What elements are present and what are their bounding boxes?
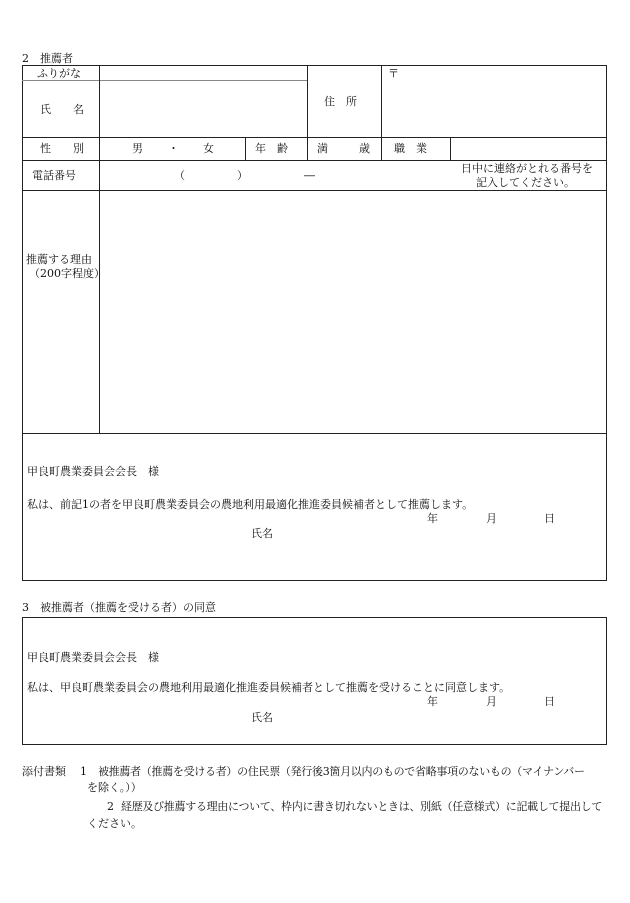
name-label: 氏 名 <box>40 103 84 116</box>
job-label: 職 業 <box>394 142 427 155</box>
address-label: 住 所 <box>324 95 357 108</box>
section-3-heading: 3 被推薦者（推薦を受ける者）の同意 <box>22 601 216 614</box>
attachments-label: 添付書類 <box>22 765 66 778</box>
row-divider <box>22 160 607 161</box>
phone-label: 電話番号 <box>32 169 76 182</box>
col-divider <box>245 137 246 160</box>
age-unit: 歳 <box>359 142 370 155</box>
consent-statement: 私は、甲良町農業委員会の農地利用最適化推進委員候補者として推薦を受けることに同意します。 <box>27 681 511 694</box>
attachment-item-2-cont: ください。 <box>87 817 142 830</box>
section-2-heading: 2 推薦者 <box>22 52 73 65</box>
addressee: 甲良町農業委員会会長 様 <box>27 465 159 478</box>
col-divider <box>307 65 308 137</box>
date-month: 月 <box>486 512 497 525</box>
gender-female[interactable]: 女 <box>203 142 214 155</box>
consent-addressee: 甲良町農業委員会会長 様 <box>27 651 159 664</box>
phone-paren-close: ） <box>237 169 248 182</box>
col-divider <box>99 65 100 433</box>
attachment-item-2-number: 2 <box>107 800 114 813</box>
attachment-item-2: 経歴及び推薦する理由について、枠内に書き切れないときは、別紙（任意様式）に記載して提出して <box>121 800 603 813</box>
phone-paren-open: （ <box>174 169 185 182</box>
date-year: 年 <box>427 512 438 525</box>
consent-date-month: 月 <box>486 695 497 708</box>
reason-label: 推薦する理由 <box>26 253 92 266</box>
col-divider <box>381 65 382 137</box>
age-label: 年 齢 <box>255 142 288 155</box>
recommendation-statement: 私は、前記1の者を甲良町農業委員会の農地利用最適化推進委員候補者として推薦します。 <box>27 498 474 511</box>
attachment-item-1-number: 1 <box>80 765 87 778</box>
attachment-item-1-cont: を除く。）） <box>87 781 142 794</box>
gender-separator: ・ <box>168 142 179 155</box>
row-divider <box>22 433 607 434</box>
consent-signature-label: 氏名 <box>251 711 273 724</box>
postal-mark: 〒 <box>388 67 399 80</box>
reason-text-area[interactable] <box>101 192 605 431</box>
reason-label-sub: （200字程度） <box>29 267 105 280</box>
phone-note-line2: 記入してください。 <box>476 176 575 189</box>
furigana-divider <box>22 80 307 81</box>
signature-label: 氏名 <box>251 527 273 540</box>
phone-dash: ― <box>304 169 315 182</box>
col-divider <box>307 137 308 160</box>
consent-date-day: 日 <box>544 695 555 708</box>
consent-date-year: 年 <box>427 695 438 708</box>
col-divider <box>450 137 451 160</box>
gender-male[interactable]: 男 <box>132 142 143 155</box>
furigana-label: ふりがな <box>37 67 81 80</box>
age-full-prefix: 満 <box>317 142 328 155</box>
attachment-item-1: 被推薦者（推薦を受ける者）の住民票（発行後3箇月以内のもので省略事項のないもの（マイナンバー <box>98 765 585 778</box>
row-divider <box>22 190 607 191</box>
col-divider <box>381 137 382 160</box>
gender-label: 性 別 <box>40 142 84 155</box>
row-divider <box>22 137 607 138</box>
phone-note-line1: 日中に連絡がとれる番号を <box>461 162 593 175</box>
date-day: 日 <box>544 512 555 525</box>
